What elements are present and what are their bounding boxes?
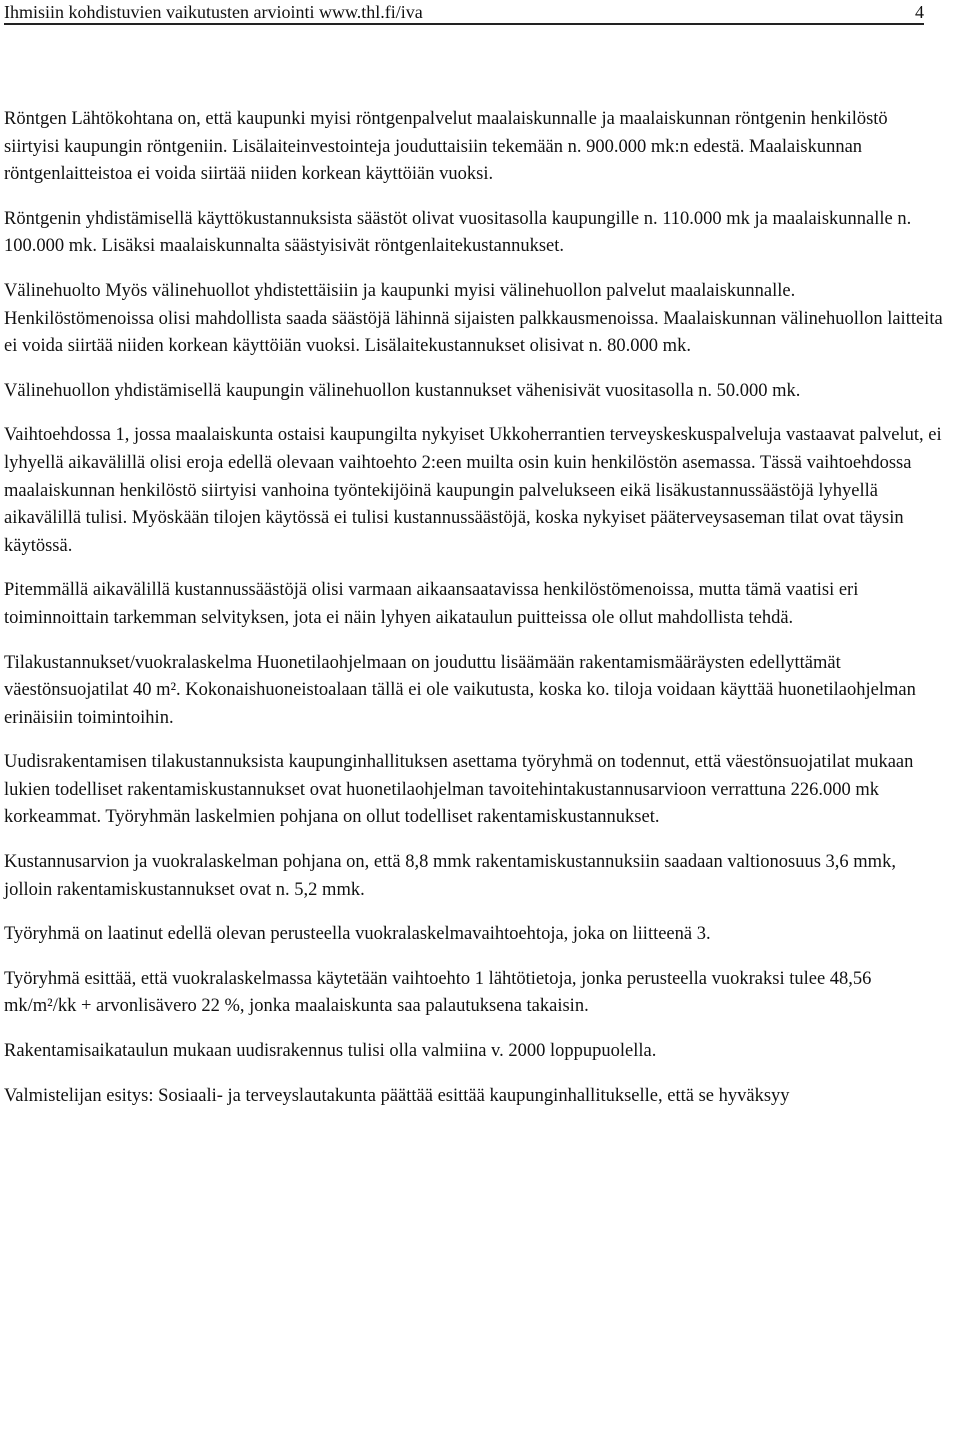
paragraph-valinehuolto: Välinehuolto Myös välinehuollot yhdistettäisiin ja kaupunki myisi välinehuollon palvelut maalaiskunnalle. Henkilöstömenoissa olisi mahdollista saada säästöjä lähinnä sijaisten palkkausmenoissa. Maalaiskunnan välinehuollon laitteita ei voida siirtää niiden korkean käyttöiän vuoksi. Lisälaitekustannukset olisivat n. 80.000 mk. — [4, 280, 943, 357]
page-header — [4, 3, 924, 25]
page-number: 4 — [915, 2, 924, 22]
paragraph-uudisrakentaminen: Uudisrakentamisen tilakustannuksista kaupunginhallituksen asettama työryhmä on todennut, että väestönsuojatilat mukaan lukien todelliset rakentamiskustannukset ovat huonetilaohjelman tavoitehintakustannusarvioon verrattuna 226.000 mk korkeammat. Työryhmän laskelmien pohjana on ollut todelliset rakentamiskustannukset. — [4, 752, 914, 828]
paragraph-tyoryhma-esitys: Työryhmä esittää, että vuokralaskelmassa käytetään vaihtoehto 1 lähtötietoja, jonka perusteella vuokraksi tulee 48,56 mk/m²/kk + arvonlisävero 22 %, jonka maalaiskunta saa palautuksena takaisin. — [4, 968, 872, 1017]
paragraph-vuokralaskelmat: Työryhmä on laatinut edellä olevan perusteella vuokralaskelmavaihtoehtoja, joka on liitteenä 3. — [4, 924, 711, 945]
paragraph-kustannusarvio: Kustannusarvion ja vuokralaskelman pohjana on, että 8,8 mmk rakentamiskustannuksiin saadaan valtionosuus 3,6 mmk, jolloin rakentamiskustannukset ovat n. 5,2 mmk. — [4, 852, 896, 900]
paragraph-tilakustannukset: Tilakustannukset/vuokralaskelma Huonetilaohjelmaan on jouduttu lisäämään rakentamismääräysten edellyttämät väestönsuojatilat 40 m². Kokonaishuoneistoalaan tällä ei ole vaikutusta, koska ko. tiloja voidaan käyttää huonetilaohjelman erinäisiin toimintoihin. — [4, 652, 916, 728]
document-body — [4, 106, 944, 1127]
paragraph-vaihtoehto-1: Vaihtoehdossa 1, jossa maalaiskunta ostaisi kaupungilta nykyiset Ukkoherrantien terveyskeskuspalveluja vastaavat palvelut, ei lyhyellä aikavälillä olisi eroja edellä olevaan vaihtoehto 2:een muilta osin kuin henkilöstön asemassa. Tässä vaihtoehdossa maalaiskunnan henkilöstö siirtyisi vanhoina työntekijöinä kaupungin palvelukseen eikä lisäkustannussäästöjä lyhyellä aikavälillä tulisi. Myöskään tilojen käytössä ei tulisi kustannussäästöjä, koska nykyiset pääterveysaseman tilat ovat täysin käytössä. — [4, 425, 942, 556]
header-title: Ihmisiin kohdistuvien vaikutusten arviointi www.thl.fi/iva — [4, 2, 423, 22]
paragraph-long-term: Pitemmällä aikavälillä kustannussäästöjä olisi varmaan aikaansaatavissa henkilöstömenoissa, mutta tämä vaatisi eri toiminnoittain tarkemman selvityksen, jota ei näin lyhyen aikataulun puitteissa ole ollut mahdollista tehdä. — [4, 580, 859, 628]
paragraph-valinehuolto-savings: Välinehuollon yhdistämisellä kaupungin välinehuollon kustannukset vähenisivät vuositasolla n. 50.000 mk. — [4, 380, 801, 401]
paragraph-valmistelijan-esitys: Valmistelijan esitys: Sosiaali- ja terveyslautakunta päättää esittää kaupunginhallitukselle, että se hyväksyy — [4, 1085, 790, 1106]
paragraph-rontgen-savings: Röntgenin yhdistämisellä käyttökustannuksista säästöt olivat vuositasolla kaupungille n. 110.000 mk ja maalaiskunnalle n. 100.000 mk. Lisäksi maalaiskunnalta säästyisivät röntgenlaitekustannukset. — [4, 208, 912, 257]
paragraph-rontgen: Röntgen Lähtökohtana on, että kaupunki myisi röntgenpalvelut maalaiskunnalle ja maalaiskunnan röntgenin henkilöstö siirtyisi kaupungin röntgeniin. Lisälaiteinvestointeja jouduttaisiin tekemään n. 900.000 mk:n edestä. Maalaiskunnan röntgenlaitteistoa ei voida siirtää niiden korkean käyttöiän vuoksi. — [4, 109, 888, 185]
paragraph-aikataulu: Rakentamisaikataulun mukaan uudisrakennus tulisi olla valmiina v. 2000 loppupuolella. — [4, 1041, 657, 1062]
